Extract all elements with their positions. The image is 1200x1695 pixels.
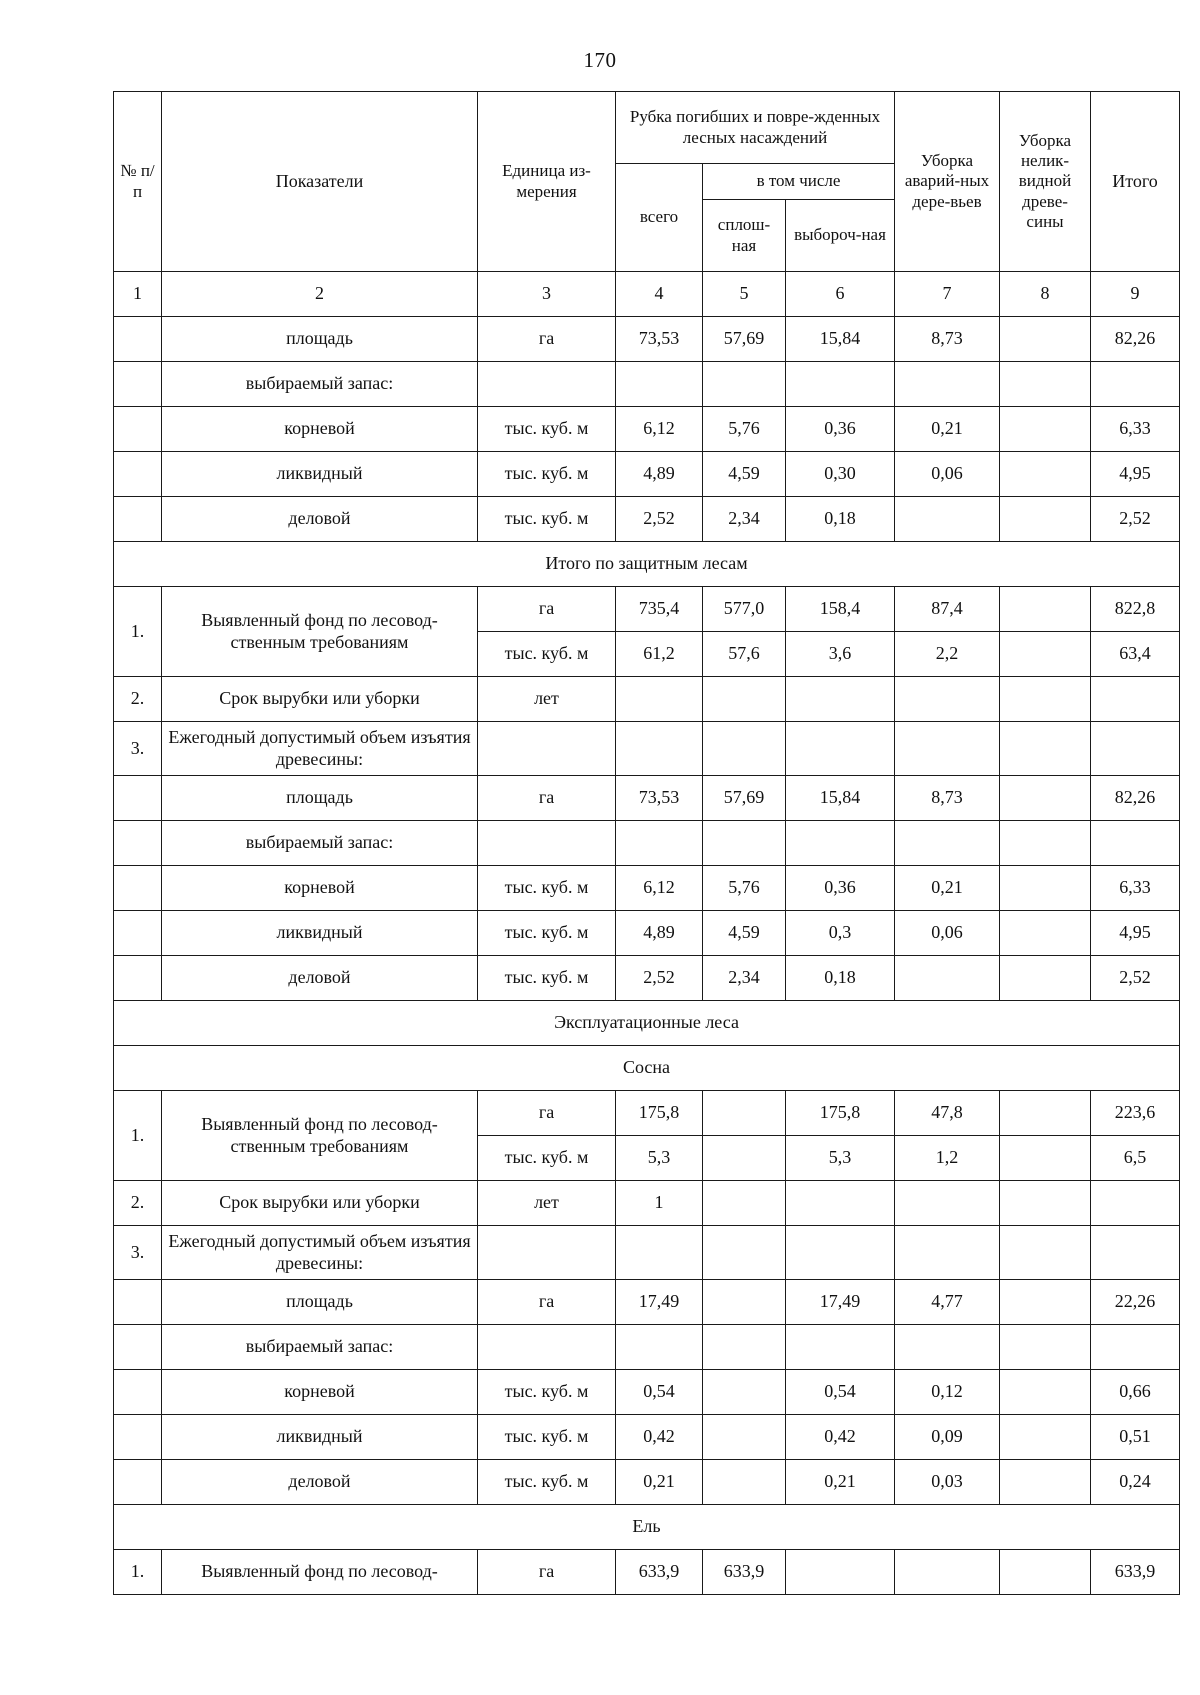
value-cell: 175,8 <box>786 1091 895 1136</box>
row-number-cell: 3. <box>114 1226 162 1280</box>
value-cell <box>1000 776 1091 821</box>
indicator-cell: Ежегодный допустимый объем изъятия древесины: <box>162 1226 478 1280</box>
section-caption: Эксплуатационные леса <box>114 1001 1180 1046</box>
indicator-cell: площадь <box>162 776 478 821</box>
value-cell: 822,8 <box>1091 587 1180 632</box>
value-cell <box>786 1550 895 1595</box>
header-felling-group: Рубка погибших и повре-жденных лесных насаждений <box>616 92 895 164</box>
value-cell: 0,06 <box>895 452 1000 497</box>
value-cell <box>786 362 895 407</box>
value-cell: 15,84 <box>786 776 895 821</box>
row-number-cell: 2. <box>114 677 162 722</box>
value-cell: 0,54 <box>616 1370 703 1415</box>
table-row <box>114 1226 1180 1280</box>
value-cell: 0,54 <box>786 1370 895 1415</box>
value-cell <box>616 1226 703 1280</box>
unit-cell <box>478 821 616 866</box>
value-cell <box>703 1325 786 1370</box>
value-cell: 15,84 <box>786 317 895 362</box>
value-cell: 4,59 <box>703 911 786 956</box>
value-cell <box>1000 362 1091 407</box>
indicator-cell: Срок вырубки или уборки <box>162 677 478 722</box>
value-cell: 17,49 <box>616 1280 703 1325</box>
unit-cell: тыс. куб. м <box>478 866 616 911</box>
value-cell: 47,8 <box>895 1091 1000 1136</box>
table-header <box>114 92 1180 317</box>
row-number-cell <box>114 497 162 542</box>
value-cell <box>616 677 703 722</box>
value-cell <box>1000 1325 1091 1370</box>
value-cell: 5,3 <box>786 1136 895 1181</box>
row-number-cell <box>114 776 162 821</box>
indicator-cell: Выявленный фонд по лесовод-ственным требованиям <box>162 587 478 677</box>
value-cell: 5,76 <box>703 407 786 452</box>
column-number-cell: 6 <box>786 272 895 317</box>
value-cell <box>1000 317 1091 362</box>
value-cell <box>703 1136 786 1181</box>
value-cell <box>1091 362 1180 407</box>
value-cell: 1 <box>616 1181 703 1226</box>
table-row <box>114 1181 1180 1226</box>
table-row <box>114 497 1180 542</box>
row-number-cell <box>114 452 162 497</box>
value-cell: 633,9 <box>703 1550 786 1595</box>
value-cell <box>1091 1181 1180 1226</box>
header-total: всего <box>616 164 703 272</box>
value-cell <box>1091 722 1180 776</box>
value-cell <box>1000 1181 1091 1226</box>
unit-cell: га <box>478 776 616 821</box>
value-cell: 1,2 <box>895 1136 1000 1181</box>
row-number-cell <box>114 1280 162 1325</box>
value-cell: 6,12 <box>616 866 703 911</box>
table-row <box>114 1325 1180 1370</box>
value-cell: 0,24 <box>1091 1460 1180 1505</box>
table-row <box>114 677 1180 722</box>
row-number-cell <box>114 362 162 407</box>
unit-cell: га <box>478 587 616 632</box>
value-cell: 0,21 <box>895 866 1000 911</box>
value-cell: 158,4 <box>786 587 895 632</box>
indicator-cell: Выявленный фонд по лесовод- <box>162 1550 478 1595</box>
value-cell <box>1000 1091 1091 1136</box>
value-cell <box>1000 821 1091 866</box>
value-cell: 0,51 <box>1091 1415 1180 1460</box>
value-cell <box>786 1181 895 1226</box>
value-cell <box>616 821 703 866</box>
value-cell: 175,8 <box>616 1091 703 1136</box>
value-cell: 577,0 <box>703 587 786 632</box>
column-number-cell: 2 <box>162 272 478 317</box>
unit-cell: га <box>478 1280 616 1325</box>
unit-cell: га <box>478 317 616 362</box>
table-row <box>114 407 1180 452</box>
value-cell <box>1000 866 1091 911</box>
value-cell: 2,52 <box>1091 956 1180 1001</box>
value-cell <box>786 821 895 866</box>
value-cell: 2,34 <box>703 497 786 542</box>
indicator-cell: корневой <box>162 407 478 452</box>
header-num: № п/п <box>114 92 162 272</box>
unit-cell: лет <box>478 677 616 722</box>
value-cell <box>786 1226 895 1280</box>
row-number-cell <box>114 317 162 362</box>
value-cell <box>703 1226 786 1280</box>
value-cell: 4,95 <box>1091 452 1180 497</box>
row-number-cell <box>114 1460 162 1505</box>
row-number-cell <box>114 956 162 1001</box>
indicator-cell: корневой <box>162 866 478 911</box>
value-cell <box>703 722 786 776</box>
value-cell <box>1000 911 1091 956</box>
table-row <box>114 1415 1180 1460</box>
indicator-cell: площадь <box>162 1280 478 1325</box>
value-cell: 8,73 <box>895 776 1000 821</box>
value-cell: 73,53 <box>616 317 703 362</box>
unit-cell: тыс. куб. м <box>478 1136 616 1181</box>
value-cell: 0,21 <box>895 407 1000 452</box>
value-cell <box>616 362 703 407</box>
indicator-cell: деловой <box>162 497 478 542</box>
table-row <box>114 1550 1180 1595</box>
indicator-cell: деловой <box>162 1460 478 1505</box>
value-cell <box>895 677 1000 722</box>
value-cell <box>703 1415 786 1460</box>
unit-cell: тыс. куб. м <box>478 452 616 497</box>
value-cell <box>1000 1226 1091 1280</box>
value-cell: 61,2 <box>616 632 703 677</box>
header-emergency-trees: Уборка аварий-ных дере-вьев <box>895 92 1000 272</box>
value-cell: 0,3 <box>786 911 895 956</box>
row-number-cell: 2. <box>114 1181 162 1226</box>
value-cell: 4,89 <box>616 911 703 956</box>
value-cell <box>786 677 895 722</box>
unit-cell <box>478 362 616 407</box>
row-number-cell <box>114 911 162 956</box>
value-cell: 0,66 <box>1091 1370 1180 1415</box>
value-cell: 5,3 <box>616 1136 703 1181</box>
value-cell: 0,36 <box>786 407 895 452</box>
value-cell: 5,76 <box>703 866 786 911</box>
unit-cell: тыс. куб. м <box>478 632 616 677</box>
value-cell <box>1000 1415 1091 1460</box>
table-row <box>114 1370 1180 1415</box>
value-cell: 2,2 <box>895 632 1000 677</box>
value-cell: 4,59 <box>703 452 786 497</box>
table-row <box>114 1460 1180 1505</box>
value-cell <box>895 362 1000 407</box>
value-cell: 2,52 <box>616 956 703 1001</box>
table-row <box>114 911 1180 956</box>
value-cell <box>1000 722 1091 776</box>
value-cell: 2,52 <box>1091 497 1180 542</box>
value-cell: 57,69 <box>703 776 786 821</box>
indicator-cell: ликвидный <box>162 911 478 956</box>
indicator-cell: Выявленный фонд по лесовод-ственным требованиям <box>162 1091 478 1181</box>
value-cell <box>1091 677 1180 722</box>
column-number-cell: 5 <box>703 272 786 317</box>
value-cell: 57,69 <box>703 317 786 362</box>
table-row <box>114 776 1180 821</box>
unit-cell <box>478 722 616 776</box>
value-cell <box>616 1325 703 1370</box>
forest-felling-table <box>113 91 1180 1595</box>
indicator-cell: Ежегодный допустимый объем изъятия древесины: <box>162 722 478 776</box>
value-cell <box>895 821 1000 866</box>
column-number-cell: 9 <box>1091 272 1180 317</box>
row-number-cell: 1. <box>114 1550 162 1595</box>
header-selective-felling: выбороч-ная <box>786 200 895 272</box>
value-cell: 0,18 <box>786 956 895 1001</box>
value-cell: 3,6 <box>786 632 895 677</box>
row-number-cell <box>114 407 162 452</box>
row-number-cell: 1. <box>114 587 162 677</box>
row-number-cell <box>114 866 162 911</box>
row-number-cell <box>114 1325 162 1370</box>
value-cell: 0,21 <box>786 1460 895 1505</box>
value-cell <box>703 1370 786 1415</box>
section-caption: Ель <box>114 1505 1180 1550</box>
column-number-cell: 3 <box>478 272 616 317</box>
value-cell: 63,4 <box>1091 632 1180 677</box>
indicator-cell: выбираемый запас: <box>162 1325 478 1370</box>
section-caption-row <box>114 1505 1180 1550</box>
value-cell: 4,89 <box>616 452 703 497</box>
header-clear-felling: сплош-ная <box>703 200 786 272</box>
value-cell <box>895 1181 1000 1226</box>
table-row <box>114 821 1180 866</box>
value-cell: 57,6 <box>703 632 786 677</box>
header-indicators: Показатели <box>162 92 478 272</box>
table-row <box>114 362 1180 407</box>
value-cell <box>1000 452 1091 497</box>
value-cell: 0,03 <box>895 1460 1000 1505</box>
value-cell: 0,42 <box>616 1415 703 1460</box>
value-cell: 633,9 <box>1091 1550 1180 1595</box>
table-body <box>114 317 1180 1595</box>
value-cell <box>703 1091 786 1136</box>
table-row <box>114 587 1180 632</box>
indicator-cell: выбираемый запас: <box>162 362 478 407</box>
header-including: в том числе <box>703 164 895 200</box>
table-row <box>114 956 1180 1001</box>
value-cell <box>786 1325 895 1370</box>
unit-cell: га <box>478 1091 616 1136</box>
value-cell: 82,26 <box>1091 317 1180 362</box>
table-row <box>114 1280 1180 1325</box>
header-illiquid-wood: Уборка нелик-видной древе-сины <box>1000 92 1091 272</box>
value-cell: 8,73 <box>895 317 1000 362</box>
value-cell: 0,09 <box>895 1415 1000 1460</box>
value-cell: 0,30 <box>786 452 895 497</box>
value-cell <box>703 1460 786 1505</box>
unit-cell: тыс. куб. м <box>478 497 616 542</box>
value-cell: 223,6 <box>1091 1091 1180 1136</box>
indicator-cell: Срок вырубки или уборки <box>162 1181 478 1226</box>
value-cell <box>895 497 1000 542</box>
table-row <box>114 866 1180 911</box>
value-cell: 4,95 <box>1091 911 1180 956</box>
unit-cell: га <box>478 1550 616 1595</box>
value-cell <box>1000 1280 1091 1325</box>
unit-cell: тыс. куб. м <box>478 1370 616 1415</box>
column-number-cell: 8 <box>1000 272 1091 317</box>
unit-cell: лет <box>478 1181 616 1226</box>
value-cell: 6,5 <box>1091 1136 1180 1181</box>
value-cell <box>616 722 703 776</box>
row-number-cell <box>114 1415 162 1460</box>
section-caption-row <box>114 1001 1180 1046</box>
value-cell: 6,33 <box>1091 866 1180 911</box>
value-cell <box>703 1181 786 1226</box>
column-number-cell: 1 <box>114 272 162 317</box>
row-number-cell <box>114 1370 162 1415</box>
unit-cell: тыс. куб. м <box>478 1460 616 1505</box>
header-unit: Единица из-мерения <box>478 92 616 272</box>
page-number: 170 <box>583 48 617 72</box>
value-cell <box>1000 407 1091 452</box>
header-itogo: Итого <box>1091 92 1180 272</box>
indicator-cell: площадь <box>162 317 478 362</box>
indicator-cell: деловой <box>162 956 478 1001</box>
value-cell: 22,26 <box>1091 1280 1180 1325</box>
row-number-cell: 1. <box>114 1091 162 1181</box>
unit-cell: тыс. куб. м <box>478 1415 616 1460</box>
value-cell: 6,33 <box>1091 407 1180 452</box>
value-cell: 73,53 <box>616 776 703 821</box>
value-cell <box>1000 1550 1091 1595</box>
value-cell <box>1000 587 1091 632</box>
value-cell <box>1091 821 1180 866</box>
value-cell <box>895 1550 1000 1595</box>
value-cell: 87,4 <box>895 587 1000 632</box>
indicator-cell: корневой <box>162 1370 478 1415</box>
row-number-cell: 3. <box>114 722 162 776</box>
value-cell: 2,34 <box>703 956 786 1001</box>
value-cell <box>703 821 786 866</box>
section-caption-row <box>114 542 1180 587</box>
value-cell <box>1000 1460 1091 1505</box>
column-number-cell: 4 <box>616 272 703 317</box>
column-numbering-row <box>114 272 1180 317</box>
value-cell <box>786 722 895 776</box>
table-row <box>114 1091 1180 1136</box>
value-cell: 4,77 <box>895 1280 1000 1325</box>
indicator-cell: выбираемый запас: <box>162 821 478 866</box>
value-cell: 0,36 <box>786 866 895 911</box>
value-cell <box>703 677 786 722</box>
value-cell <box>1091 1226 1180 1280</box>
value-cell: 735,4 <box>616 587 703 632</box>
table-row <box>114 317 1180 362</box>
value-cell <box>895 722 1000 776</box>
value-cell: 0,06 <box>895 911 1000 956</box>
table-row <box>114 452 1180 497</box>
value-cell: 0,21 <box>616 1460 703 1505</box>
value-cell: 82,26 <box>1091 776 1180 821</box>
value-cell <box>1000 632 1091 677</box>
value-cell <box>895 956 1000 1001</box>
value-cell <box>895 1226 1000 1280</box>
unit-cell: тыс. куб. м <box>478 407 616 452</box>
unit-cell <box>478 1226 616 1280</box>
value-cell: 633,9 <box>616 1550 703 1595</box>
indicator-cell: ликвидный <box>162 452 478 497</box>
section-caption-row <box>114 1046 1180 1091</box>
value-cell: 0,18 <box>786 497 895 542</box>
value-cell: 6,12 <box>616 407 703 452</box>
value-cell <box>703 362 786 407</box>
value-cell: 0,42 <box>786 1415 895 1460</box>
value-cell <box>1000 1136 1091 1181</box>
value-cell <box>1091 1325 1180 1370</box>
unit-cell <box>478 1325 616 1370</box>
unit-cell: тыс. куб. м <box>478 911 616 956</box>
unit-cell: тыс. куб. м <box>478 956 616 1001</box>
section-caption: Итого по защитным лесам <box>114 542 1180 587</box>
value-cell: 0,12 <box>895 1370 1000 1415</box>
section-caption: Сосна <box>114 1046 1180 1091</box>
value-cell <box>1000 497 1091 542</box>
value-cell <box>703 1280 786 1325</box>
value-cell <box>1000 677 1091 722</box>
value-cell <box>895 1325 1000 1370</box>
value-cell <box>1000 956 1091 1001</box>
column-number-cell: 7 <box>895 272 1000 317</box>
table-row <box>114 722 1180 776</box>
value-cell: 2,52 <box>616 497 703 542</box>
indicator-cell: ликвидный <box>162 1415 478 1460</box>
row-number-cell <box>114 821 162 866</box>
value-cell <box>1000 1370 1091 1415</box>
value-cell: 17,49 <box>786 1280 895 1325</box>
